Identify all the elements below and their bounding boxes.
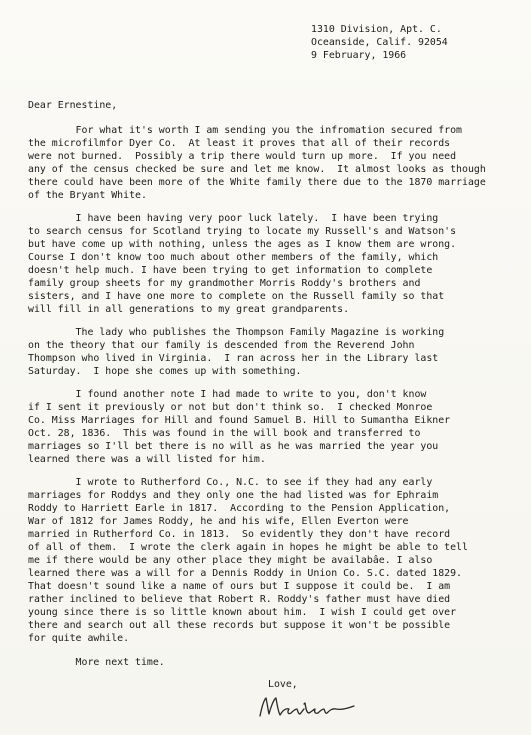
paragraph-5-line: married in Rutherford Co. in 1813. So evidently they don't have record <box>28 529 451 540</box>
paragraph-1-line: of the Bryant White. <box>28 190 147 201</box>
date-line: 9 February, 1966 <box>311 50 407 61</box>
paragraph-5-line: for quite awhile. <box>28 633 130 644</box>
paragraph-5-line: young since there is so little known about him. I wish I could get over <box>28 607 457 618</box>
paragraph-5-line: rather inclined to believe that Robert R. Roddy's father must have died <box>28 594 451 605</box>
paragraph-5-line: me if there would be any other place they might be availabâe. I also <box>28 555 433 566</box>
paragraph-5-line: of all of them. I wrote the clerk again in hopes he might be able to tell <box>28 542 468 553</box>
paragraph-5-line: War of 1812 for James Roddy, he and his wife, Ellen Everton were <box>28 516 409 527</box>
paragraph-1-line: For what it's worth I am sending you the infromation secured from <box>28 125 463 136</box>
paragraph-5-line: That doesn't sound like a name of ours but I suppose it could be. I am <box>28 581 451 592</box>
address-line-2: Oceanside, Calif. 92054 <box>311 37 448 48</box>
paragraph-3-line: Saturday. I hope she comes up with something. <box>28 366 302 377</box>
paragraph-2-line: but have come up with nothing, unless the ages as I know them are wrong. <box>28 239 457 250</box>
paragraph-5-line: marriages for Roddys and they only one the had listed was for Ephraim <box>28 490 439 501</box>
paragraph-5-line: there and search out all these records but suppose it won't be possible <box>28 620 451 631</box>
salutation: Dear Ernestine, <box>28 100 118 111</box>
paragraph-1-line: were not burned. Possibly a trip there would turn up more. If you need <box>28 151 457 162</box>
paragraph-2-line: will fill in all generations to my great grandparents. <box>28 304 350 315</box>
paragraph-4-line: marriages so I'll bet there is no will as he was married the year you <box>28 441 439 452</box>
paragraph-5-line: Roddy to Harriett Earle in 1817. According to the Pension Application, <box>28 503 451 514</box>
paragraph-4-line: Co. Miss Marriages for Hill and found Samuel B. Hill to Sumantha Eikner <box>28 415 451 426</box>
paragraph-4-line: Oct. 28, 1836. This was found in the will book and transferred to <box>28 428 421 439</box>
paragraph-1-line: the microfilmfor Dyer Co. At least it proves that all of their records <box>28 138 451 149</box>
paragraph-5-line: I wrote to Rutherford Co., N.C. to see if they had any early <box>28 477 433 488</box>
paragraph-2-line: doesn't help much. I have been trying to get information to complete <box>28 265 433 276</box>
paragraph-4-line: learned there was a will listed for him. <box>28 454 266 465</box>
paragraph-2-line: I have been having very poor luck lately. I have been trying <box>28 213 439 224</box>
closing-note: More next time. <box>28 657 165 668</box>
paragraph-2-line: to search census for Scotland trying to locate my Russell's and Watson's <box>28 226 457 237</box>
paragraph-4-line: I found another note I had made to write to you, don't know <box>28 389 427 400</box>
paragraph-5-line: learned there was a will for a Dennis Roddy in Union Co. S.C. dated 1829. <box>28 568 463 579</box>
paragraph-4-line: if I sent it previously or not but don't think so. I checked Monroe <box>28 402 433 413</box>
paragraph-2-line: Course I don't know too much about other members of the family, which <box>28 252 439 263</box>
valediction: Love, <box>268 679 298 690</box>
paragraph-1-line: any of the census checked be sure and let me know. It almost looks as though <box>28 164 486 175</box>
paragraph-3-line: Thompson who lived in Virginia. I ran across her in the Library last <box>28 353 439 364</box>
paragraph-2-line: family group sheets for my grandmother Morris Roddy's brothers and <box>28 278 421 289</box>
handwritten-signature <box>256 692 366 722</box>
address-line-1: 1310 Division, Apt. C. <box>311 24 442 35</box>
paragraph-1-line: there could have been more of the White family there due to the 1870 marriage <box>28 177 486 188</box>
paragraph-3-line: The lady who publishes the Thompson Family Magazine is working <box>28 327 445 338</box>
paragraph-2-line: sisters, and I have one more to complete on the Russell family so that <box>28 291 445 302</box>
paragraph-3-line: on the theory that our family is descended from the Reverend John <box>28 340 415 351</box>
